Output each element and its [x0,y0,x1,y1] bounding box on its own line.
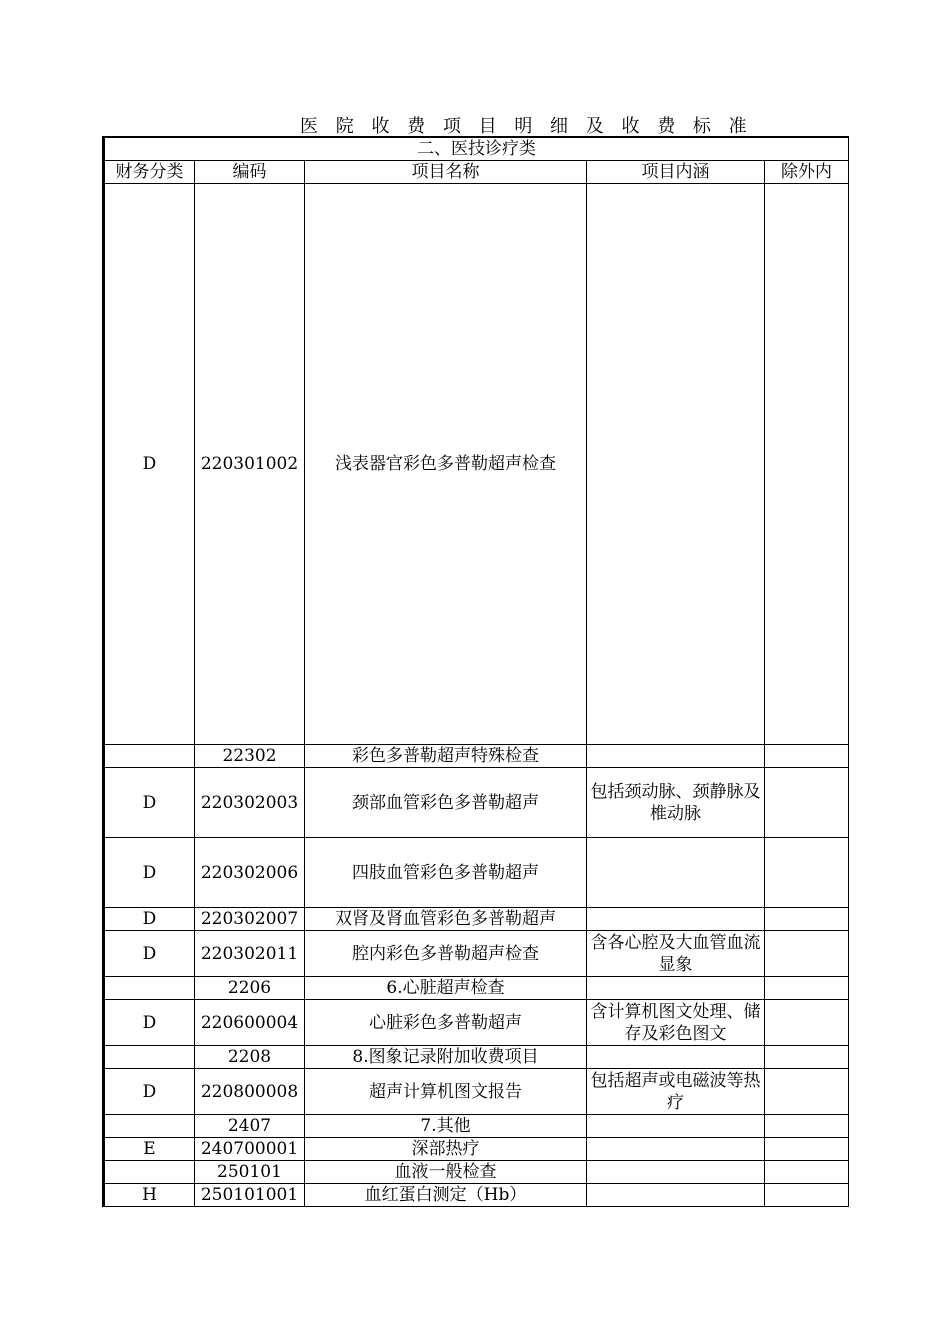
table-row [105,838,849,908]
header-exclusion: 除外内 [765,161,849,184]
table-row [105,1000,849,1046]
cell-code: 2206 [195,977,305,1000]
cell-category: E [105,1138,195,1161]
cell-category [105,1161,195,1184]
cell-exclusion [765,1161,849,1184]
cell-exclusion [765,768,849,838]
cell-category [105,1046,195,1069]
cell-code: 220302007 [195,908,305,931]
cell-content: 含各心腔及大血管血流显象 [587,931,765,977]
cell-name: 四肢血管彩色多普勒超声 [305,838,587,908]
document-title: 医 院 收 费 项 目 明 细 及 收 费 标 准 [300,116,753,137]
cell-code: 220301002 [195,184,305,745]
cell-exclusion [765,1046,849,1069]
cell-name: 浅表器官彩色多普勒超声检查 [305,184,587,745]
cell-name: 8.图象记录附加收费项目 [305,1046,587,1069]
cell-code: 220302003 [195,768,305,838]
cell-category: D [105,768,195,838]
cell-code: 2407 [195,1115,305,1138]
cell-exclusion [765,977,849,1000]
cell-name: 血液一般检查 [305,1161,587,1184]
table-row [105,1138,849,1161]
table-row [105,977,849,1000]
cell-category: D [105,184,195,745]
cell-exclusion [765,838,849,908]
table-row [105,1046,849,1069]
fee-table-container [102,136,848,1207]
cell-code: 250101 [195,1161,305,1184]
cell-category: D [105,1069,195,1115]
cell-category [105,1115,195,1138]
cell-exclusion [765,1115,849,1138]
cell-content [587,1184,765,1207]
cell-name: 腔内彩色多普勒超声检查 [305,931,587,977]
cell-name: 双肾及肾血管彩色多普勒超声 [305,908,587,931]
header-name: 项目名称 [305,161,587,184]
cell-category [105,977,195,1000]
table-row [105,931,849,977]
cell-name: 深部热疗 [305,1138,587,1161]
cell-exclusion [765,1000,849,1046]
header-code: 编码 [195,161,305,184]
table-row [105,1069,849,1115]
table-row [105,184,849,745]
table-row [105,1184,849,1207]
cell-category: D [105,838,195,908]
cell-exclusion [765,184,849,745]
table-row [105,745,849,768]
header-content: 项目内涵 [587,161,765,184]
table-row [105,1161,849,1184]
cell-content [587,838,765,908]
cell-content: 包括超声或电磁波等热疗 [587,1069,765,1115]
cell-content [587,745,765,768]
cell-exclusion [765,1138,849,1161]
cell-code: 220302011 [195,931,305,977]
cell-content [587,908,765,931]
cell-category: H [105,1184,195,1207]
cell-content: 含计算机图文处理、储存及彩色图文 [587,1000,765,1046]
table-row [105,1115,849,1138]
cell-content [587,1115,765,1138]
cell-code: 220302006 [195,838,305,908]
cell-name: 6.心脏超声检查 [305,977,587,1000]
header-category: 财务分类 [105,161,195,184]
section-heading: 二、医技诊疗类 [105,137,849,161]
cell-content [587,977,765,1000]
cell-content [587,1046,765,1069]
cell-code: 22302 [195,745,305,768]
cell-category [105,745,195,768]
fee-table [104,136,849,1207]
cell-exclusion [765,931,849,977]
cell-exclusion [765,1184,849,1207]
cell-content [587,1161,765,1184]
table-row [105,908,849,931]
cell-code: 2208 [195,1046,305,1069]
cell-code: 250101001 [195,1184,305,1207]
cell-content [587,1138,765,1161]
cell-category: D [105,931,195,977]
cell-name: 彩色多普勒超声特殊检查 [305,745,587,768]
cell-code: 220600004 [195,1000,305,1046]
cell-name: 7.其他 [305,1115,587,1138]
cell-content: 包括颈动脉、颈静脉及椎动脉 [587,768,765,838]
cell-name: 超声计算机图文报告 [305,1069,587,1115]
cell-category: D [105,1000,195,1046]
cell-code: 220800008 [195,1069,305,1115]
cell-category: D [105,908,195,931]
table-row [105,768,849,838]
cell-code: 240700001 [195,1138,305,1161]
cell-exclusion [765,908,849,931]
cell-content [587,184,765,745]
cell-name: 血红蛋白测定（Hb） [305,1184,587,1207]
cell-name: 颈部血管彩色多普勒超声 [305,768,587,838]
cell-exclusion [765,745,849,768]
cell-name: 心脏彩色多普勒超声 [305,1000,587,1046]
cell-exclusion [765,1069,849,1115]
